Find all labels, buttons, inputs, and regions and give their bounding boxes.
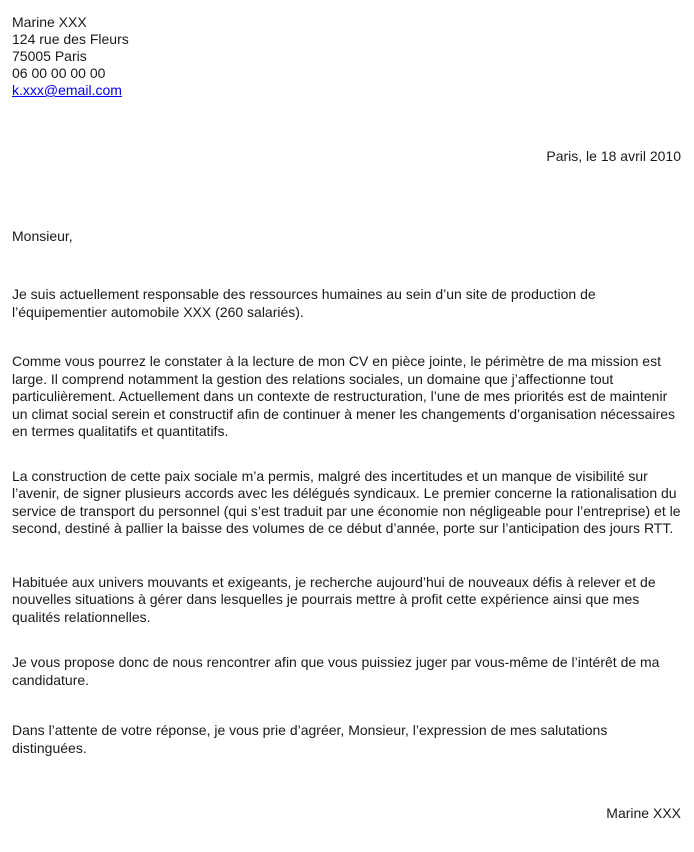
salutation: Monsieur, xyxy=(12,227,73,244)
sender-email-link[interactable]: k.xxx@email.com xyxy=(12,82,122,98)
signature: Marine XXX xyxy=(606,805,681,821)
sender-name: Marine XXX xyxy=(12,14,87,30)
body-paragraph-2: Comme vous pourrez le constater à la lecture de mon CV en pièce jointe, le périmètre de ma mission est large. Il comprend notamment la gestion des relations sociales, un domaine que j’affectionne tout particulièrement. Actuellement dans un contexte de restructuration, l’une de mes priorités est de maintenir un climat social serein et constructif afin de continuer à mener les changements d’organisation nécessaires en termes qualitatifs et quantitatifs. xyxy=(12,353,676,439)
sender-email-row xyxy=(12,82,681,99)
body-paragraph-1: Je suis actuellement responsable des ressources humaines au sein d’un site de production de l’équipementier automobile XXX (260 salariés). xyxy=(12,286,596,320)
body-paragraph-5: Je vous propose donc de nous rencontrer afin que vous puissiez juger par vous-même de l’intérêt de ma candidature. xyxy=(12,654,660,688)
date-line: Paris, le 18 avril 2010 xyxy=(546,148,681,164)
closing-paragraph: Dans l’attente de votre réponse, je vous prie d’agréer, Monsieur, l’expression de mes salutations distinguées. xyxy=(12,722,608,756)
sender-block xyxy=(12,14,681,99)
body-paragraph-4: Habituée aux univers mouvants et exigeants, je recherche aujourd’hui de nouveaux défis à relever et de nouvelles situations à gérer dans lesquelles je pourrais mettre à profit cette expérience ainsi que mes qualités relationnelles. xyxy=(12,573,656,625)
body-paragraph-3: La construction de cette paix sociale m’a permis, malgré des incertitudes et un manque de visibilité sur l’avenir, de signer plusieurs accords avec les délégués syndicaux. Le premier concerne la rationalisation du service de transport du personnel (qui s’est traduit par une économie non négligeable pour l’entreprise) et le second, destiné à pallier la baisse des volumes de ce début d’année, porte sur l’anticipation des jours RTT. xyxy=(12,467,681,536)
sender-address-line1: 124 rue des Fleurs xyxy=(12,31,129,47)
sender-phone: 06 00 00 00 00 xyxy=(12,65,106,81)
sender-address-line2: 75005 Paris xyxy=(12,48,87,64)
